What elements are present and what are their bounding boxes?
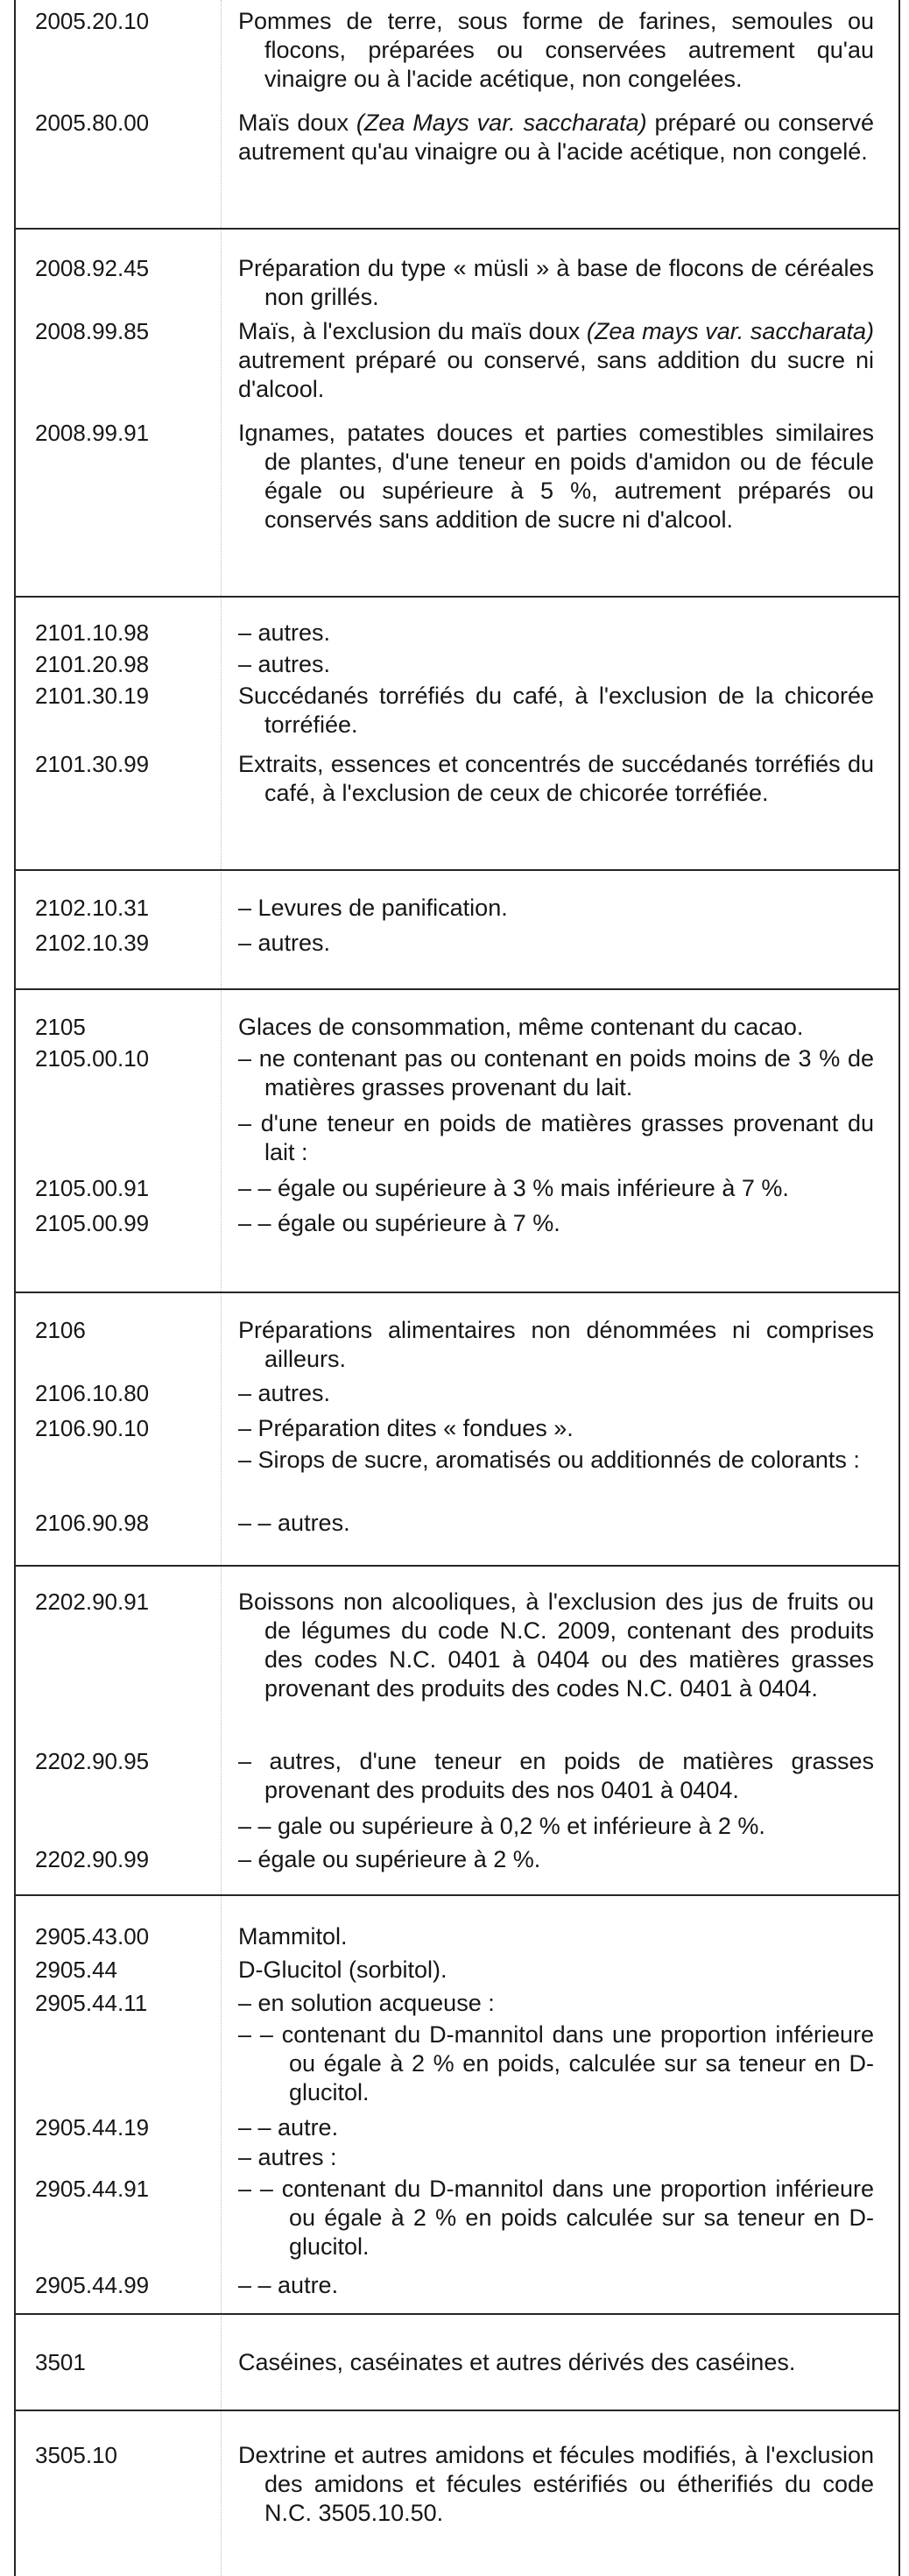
description: – – gale ou supérieure à 0,2 % et inférieure à 2 %. xyxy=(238,1813,765,1839)
description: Maïs, à l'exclusion du maïs doux (Zea mays var. saccharata) autrement préparé ou conservé, sans addition du sucre ni d'alcool. xyxy=(238,318,874,402)
description: Préparation du type « müsli » à base de flocons de céréales non grillés. xyxy=(238,255,874,310)
description: – en solution acqueuse : xyxy=(238,1990,495,2016)
nc-code: 2202.90.99 xyxy=(35,1846,150,1872)
nc-code: 2106.90.10 xyxy=(35,1415,150,1441)
nc-code: 2105.00.91 xyxy=(35,1175,150,1201)
description: – ne contenant pas ou contenant en poids moins de 3 % de matières grasses provenant du lait. xyxy=(238,1045,874,1100)
description: Boissons non alcooliques, à l'exclusion des jus de fruits ou de légumes du code N.C. 2009, contenant des produits des codes N.C. 0401 à 0404 ou des matières grasses provenant des produits des codes N.C. 0401 à 0404. xyxy=(238,1589,874,1702)
nc-code: 2101.30.19 xyxy=(35,683,150,709)
nc-code: 2105.00.10 xyxy=(35,1045,150,1072)
description: – – autre. xyxy=(238,2114,339,2141)
nc-code: 2105.00.99 xyxy=(35,1210,150,1236)
nc-code: 2101.20.98 xyxy=(35,651,150,677)
description: – d'une teneur en poids de matières grasses provenant du lait : xyxy=(238,1110,874,1165)
nc-code: 2905.44 xyxy=(35,1957,117,1983)
section-rule xyxy=(16,596,898,598)
section-rule xyxy=(16,2313,898,2315)
description: – – contenant du D-mannitol dans une proportion inférieure ou égale à 2 % en poids calculée sur sa teneur en D-glucitol. xyxy=(238,2176,874,2260)
description: Caséines, caséinates et autres dérivés des caséines. xyxy=(238,2349,796,2375)
description: Mammitol. xyxy=(238,1923,348,1950)
description: – autres : xyxy=(238,2144,337,2170)
section-rule xyxy=(16,869,898,871)
scientific-name: (Zea Mays var. saccharata) xyxy=(356,110,647,136)
description: Pommes de terre, sous forme de farines, semoules ou flocons, préparées ou conservées autrement qu'au vinaigre ou à l'acide acétique, non congelées. xyxy=(238,8,874,92)
description: Extraits, essences et concentrés de succédanés torréfiés du café, à l'exclusion de ceux de chicorée torréfiée. xyxy=(238,751,874,806)
nc-code: 2905.44.91 xyxy=(35,2176,150,2202)
description: – autres. xyxy=(238,651,331,677)
nc-code: 2101.10.98 xyxy=(35,619,150,646)
section-rule xyxy=(16,988,898,990)
nc-code: 2106.10.80 xyxy=(35,1380,150,1406)
nc-code: 3501 xyxy=(35,2349,86,2375)
description: – – égale ou supérieure à 3 % mais inférieure à 7 %. xyxy=(238,1175,789,1201)
description: Maïs doux (Zea Mays var. saccharata) préparé ou conservé autrement qu'au vinaigre ou à l'acide acétique, non congelé. xyxy=(238,110,875,165)
nc-code: 2106 xyxy=(35,1317,86,1343)
section-rule xyxy=(16,228,898,230)
description: Succédanés torréfiés du café, à l'exclusion de la chicorée torréfiée. xyxy=(238,683,874,738)
description: Glaces de consommation, même contenant du cacao. xyxy=(238,1014,804,1040)
nc-code: 2106.90.98 xyxy=(35,1510,150,1536)
nc-code: 2105 xyxy=(35,1014,86,1040)
description: – Préparation dites « fondues ». xyxy=(238,1415,574,1441)
description: – – autre. xyxy=(238,2272,339,2298)
description: – autres. xyxy=(238,1380,331,1406)
nc-code: 2008.92.45 xyxy=(35,255,150,281)
description: – autres. xyxy=(238,930,331,956)
nc-code: 2202.90.91 xyxy=(35,1589,150,1615)
nc-code: 2905.44.11 xyxy=(35,1990,148,2016)
description: – Sirops de sucre, aromatisés ou additionnés de colorants : xyxy=(238,1447,860,1473)
nc-code: 2905.44.99 xyxy=(35,2272,150,2298)
description: D-Glucitol (sorbitol). xyxy=(238,1957,447,1983)
description: Préparations alimentaires non dénommées ni comprises ailleurs. xyxy=(238,1317,874,1372)
description: Ignames, patates douces et parties comestibles similaires de plantes, d'une teneur en poids d'amidon ou de fécule égale ou supérieure à 5 %, autrement préparés ou conservés sans addition de sucre ni d'alcool. xyxy=(238,420,874,533)
scientific-name: (Zea mays var. saccharata) xyxy=(586,318,874,344)
tariff-table xyxy=(14,0,900,2576)
nc-code: 2202.90.95 xyxy=(35,1748,150,1774)
description: – – autres. xyxy=(238,1510,350,1536)
nc-code: 3505.10 xyxy=(35,2442,117,2468)
section-rule xyxy=(16,2410,898,2411)
nc-code: 2102.10.39 xyxy=(35,930,150,956)
nc-code: 2905.43.00 xyxy=(35,1923,150,1950)
nc-code: 2008.99.85 xyxy=(35,318,150,344)
description: – égale ou supérieure à 2 %. xyxy=(238,1846,541,1872)
nc-code: 2005.20.10 xyxy=(35,8,150,34)
description: – autres. xyxy=(238,619,331,646)
section-rule xyxy=(16,1565,898,1567)
column-divider xyxy=(221,0,222,2576)
section-rule xyxy=(16,1894,898,1896)
nc-code: 2008.99.91 xyxy=(35,420,150,446)
description: – Levures de panification. xyxy=(238,895,508,921)
description: Dextrine et autres amidons et fécules modifiés, à l'exclusion des amidons et fécules estérifiés ou étherifiés du code N.C. 3505.10.50. xyxy=(238,2442,874,2526)
description: – – contenant du D-mannitol dans une proportion inférieure ou égale à 2 % en poids, calculée sur sa teneur en D-glucitol. xyxy=(238,2021,874,2105)
description: – – égale ou supérieure à 7 %. xyxy=(238,1210,560,1236)
nc-code: 2905.44.19 xyxy=(35,2114,150,2141)
section-rule xyxy=(16,1292,898,1293)
nc-code: 2101.30.99 xyxy=(35,751,150,777)
nc-code: 2005.80.00 xyxy=(35,110,150,136)
nc-code: 2102.10.31 xyxy=(35,895,150,921)
description: – autres, d'une teneur en poids de matières grasses provenant des produits des nos 0401 à 0404. xyxy=(238,1748,874,1803)
